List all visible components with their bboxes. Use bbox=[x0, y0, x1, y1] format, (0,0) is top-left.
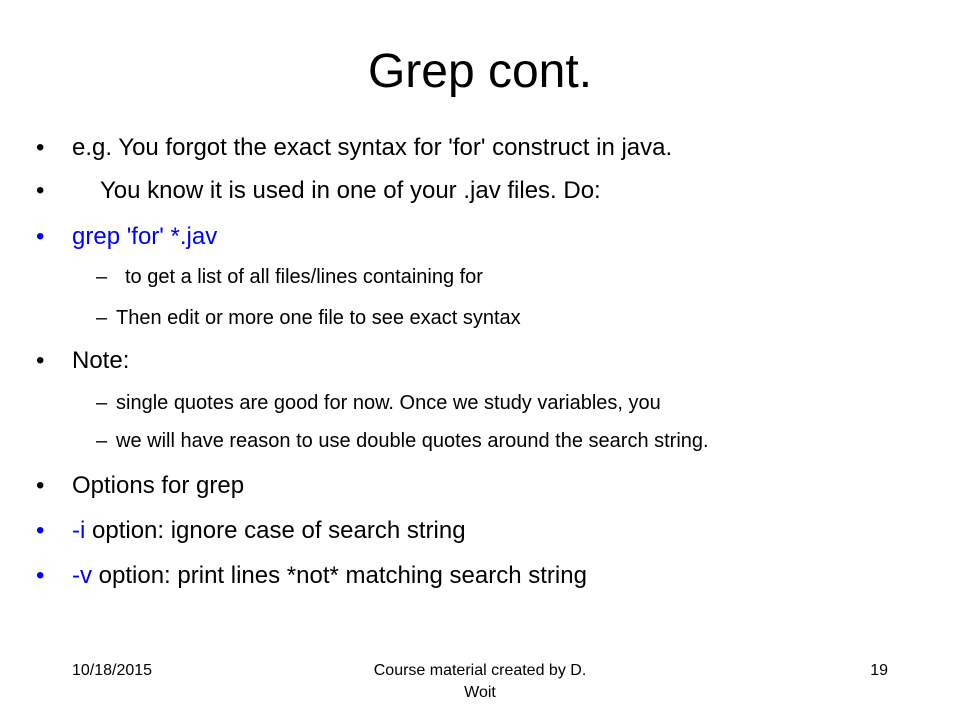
bullet-item-1: e.g. You forgot the exact syntax for 'for' construct in java. bbox=[72, 134, 673, 161]
bullet-icon: • bbox=[36, 472, 45, 499]
sub-item-4: we will have reason to use double quotes around the search string. bbox=[116, 430, 709, 452]
sub-item-1: to get a list of all files/lines containing for bbox=[125, 266, 483, 288]
slide-title: Grep cont. bbox=[367, 45, 593, 98]
option-v-item bbox=[72, 561, 587, 591]
bullet-icon: • bbox=[36, 177, 45, 204]
bullet-icon: • bbox=[36, 562, 45, 589]
sub-item-2: Then edit or more one file to see exact syntax bbox=[116, 307, 521, 329]
option-i-description: option: ignore case of search string bbox=[85, 517, 466, 544]
grep-command-example: grep 'for' *.jav bbox=[72, 223, 218, 250]
bullet-icon: • bbox=[36, 134, 45, 161]
sub-item-3: single quotes are good for now. Once we study variables, you bbox=[116, 392, 661, 414]
options-heading: Options for grep bbox=[72, 472, 245, 499]
footer-credit-line-2: Woit bbox=[464, 684, 496, 701]
option-v-flag: -v bbox=[72, 562, 92, 589]
bullet-icon: • bbox=[36, 347, 45, 374]
footer-credit-line-1: Course material created by D. bbox=[373, 662, 587, 679]
bullet-item-2: You know it is used in one of your .jav files. Do: bbox=[100, 177, 601, 204]
option-i-flag: -i bbox=[72, 517, 86, 544]
note-heading: Note: bbox=[72, 347, 130, 374]
dash-icon: – bbox=[96, 266, 108, 288]
bullet-icon: • bbox=[36, 223, 45, 250]
dash-icon: – bbox=[96, 307, 108, 329]
option-i-item bbox=[72, 516, 466, 546]
footer-date: 10/18/2015 bbox=[72, 662, 153, 679]
dash-icon: – bbox=[96, 430, 108, 452]
option-v-description: option: print lines *not* matching search string bbox=[92, 562, 587, 589]
bullet-icon: • bbox=[36, 517, 45, 544]
dash-icon: – bbox=[96, 392, 108, 414]
page-number: 19 bbox=[870, 662, 888, 679]
footer-credit bbox=[320, 660, 640, 704]
